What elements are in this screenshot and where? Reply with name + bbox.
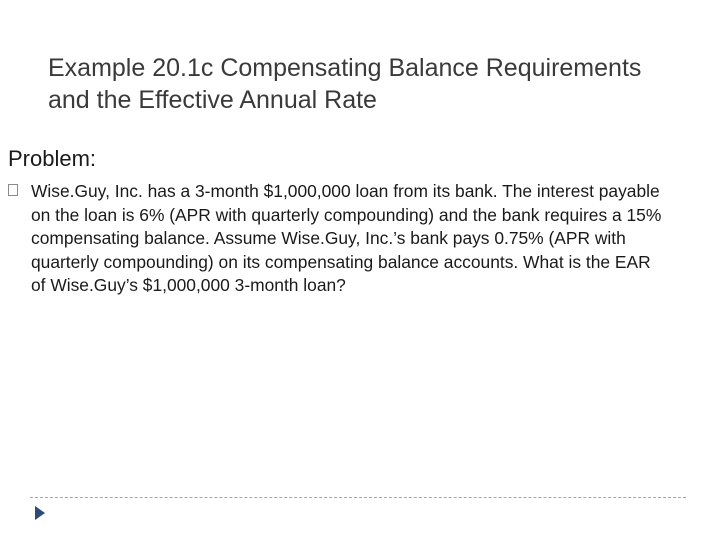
bottom-divider xyxy=(30,497,686,498)
checkbox-bullet-icon xyxy=(8,184,18,196)
slide-title: Example 20.1c Compensating Balance Requirements and the Effective Annual Rate xyxy=(48,54,642,114)
bullet-text: Wise.Guy, Inc. has a 3-month $1,000,000 loan from its bank. The interest payable on the loan is 6% (APR with quarterly compounding) and the bank requires a 15% compensating balance. Assume Wise.Guy, Inc.’s bank pays 0.75% (APR with quarterly compounding) on its compensating balance accounts. What is the EAR of Wise.Guy’s $1,000,000 3-month loan? xyxy=(31,181,662,296)
section-heading: Problem: xyxy=(8,146,97,171)
play-triangle-icon[interactable] xyxy=(34,505,46,521)
bullet-item xyxy=(8,180,668,298)
